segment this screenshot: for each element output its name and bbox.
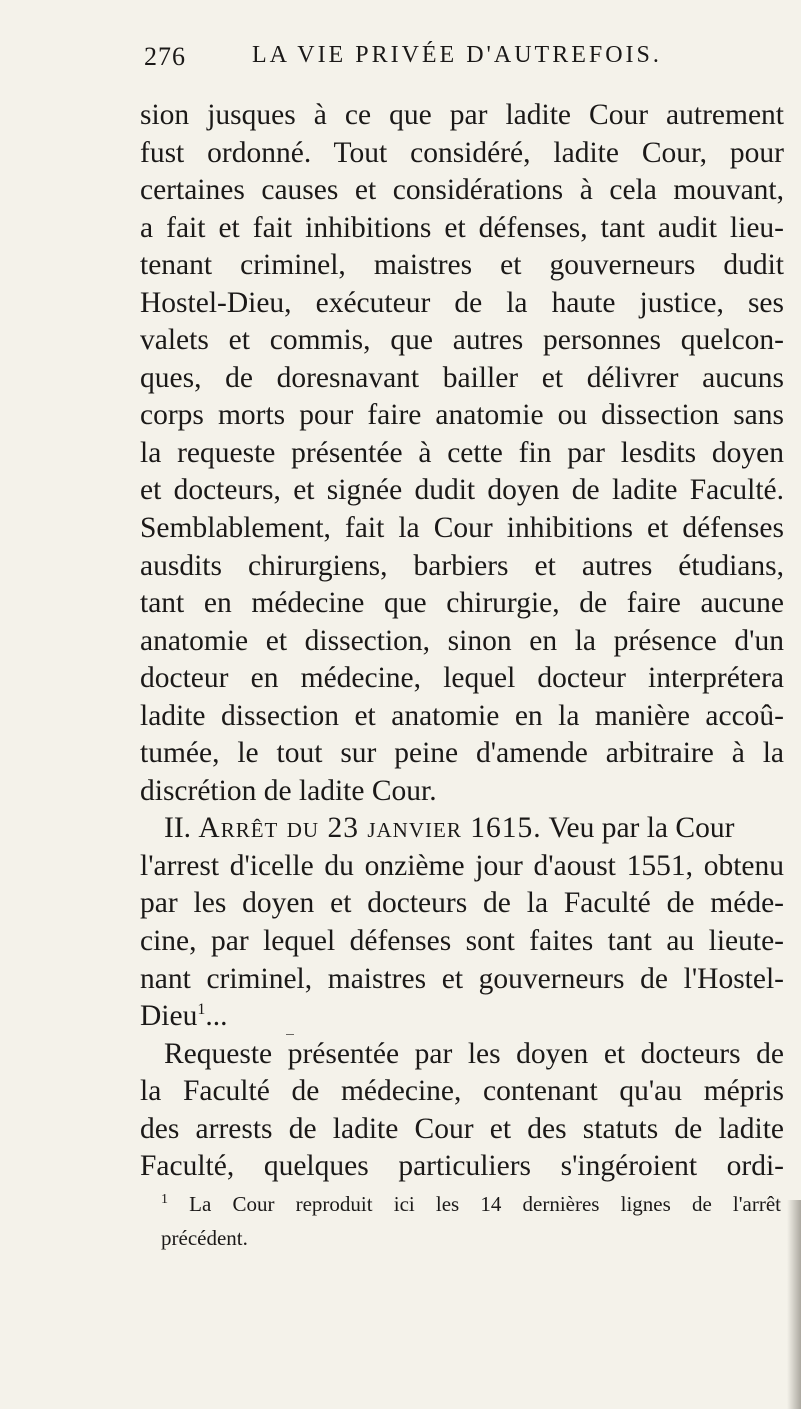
text-line: sion jusques à ce que par ladite Cour autrement (140, 99, 784, 131)
text-line: a fait et fait inhibitions et défenses, tant audit lieu- (140, 211, 784, 244)
text-line: ques, de doresnavant bailler et délivrer aucuns (140, 361, 784, 394)
text-line: la Faculté de médecine, contenant qu'au mépris (140, 1075, 784, 1108)
text-line-with-footnote-reference (140, 998, 784, 1036)
text-line: Semblablement, fait la Cour inhibitions et défenses (140, 512, 784, 545)
footnote (161, 1187, 781, 1255)
running-title: LA VIE PRIVÉE D'AUTREFOIS. (252, 42, 662, 68)
footnote-reference: 1 (197, 1001, 206, 1019)
text-line: des arrests de ladite Cour et des statuts de ladite (140, 1112, 784, 1145)
text-line: fust ordonné. Tout considéré, ladite Cour, pour (140, 136, 784, 169)
print-mark (286, 1034, 294, 1035)
text-line: nant criminel, maistres et gouverneurs de l'Hostel- (140, 962, 784, 995)
text-line: anatomie et dissection, sinon en la présence d'un (140, 624, 784, 657)
text-line: discrétion de ladite Cour. (140, 774, 437, 807)
footnote-line (161, 1187, 781, 1221)
section-heading-line (140, 810, 784, 848)
text-line: docteur en médecine, lequel docteur interprétera (140, 662, 784, 695)
text-line: l'arrest d'icelle du onzième jour d'aoust 1551, obtenu (140, 849, 784, 882)
scan-edge-shadow (787, 1200, 801, 1409)
text-line: la requeste présentée à cette fin par lesdits doyen (140, 436, 784, 469)
text-line: et docteurs, et signée dudit doyen de ladite Faculté. (140, 474, 784, 507)
ellipsis: ... (205, 1000, 228, 1033)
text-line: certaines causes et considérations à cela mouvant, (140, 174, 784, 207)
text-line: par les doyen et docteurs de la Faculté de méde- (140, 887, 784, 920)
footnote-text: La Cour reproduit ici les 14 dernières lignes de l'arrêt (189, 1192, 781, 1216)
text-word: Dieu (140, 1000, 198, 1033)
text-line: ausdits chirurgiens, barbiers et autres étudians, (140, 549, 784, 582)
text-line: tenant criminel, maistres et gouverneurs dudit (140, 249, 784, 282)
text-line: tant en médecine que chirurgie, de faire aucune (140, 587, 784, 620)
text-line: tumée, le tout sur peine d'amende arbitraire à la (140, 737, 784, 770)
main-text (140, 97, 784, 1186)
section-numeral: II. (164, 812, 192, 845)
text-line: Hostel-Dieu, exécuteur de la haute justice, ses (140, 286, 784, 319)
text-line: Faculté, quelques particuliers s'ingéroient ordi- (140, 1150, 784, 1183)
footnote-line: précédent. (161, 1226, 248, 1250)
running-header (144, 42, 704, 74)
section-heading: Arrêt du 23 janvier 1615. (198, 812, 542, 845)
text-line: valets et commis, que autres personnes quelcon- (140, 324, 784, 357)
text-line: ladite dissection et anatomie en la manière accoû- (140, 699, 784, 732)
page-number: 276 (144, 42, 186, 71)
text-line: corps morts pour faire anatomie ou dissection sans (140, 399, 784, 432)
text-line: cine, par lequel défenses sont faites tant au lieute- (140, 925, 784, 958)
footnote-number: 1 (161, 1192, 168, 1207)
section-heading-continuation: Veu par la Cour (548, 812, 735, 845)
text-line: Requeste présentée par les doyen et docteurs de (164, 1037, 784, 1070)
